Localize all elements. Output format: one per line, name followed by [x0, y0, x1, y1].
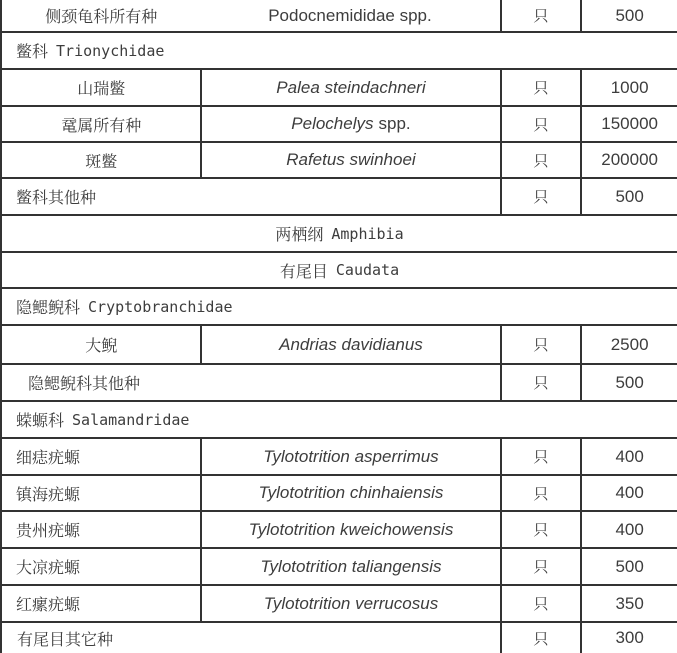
unit-cell: 只 [500, 476, 581, 510]
table-row [2, 474, 677, 510]
quota-value-cell: 350 [580, 586, 677, 621]
unit-cell: 只 [500, 549, 581, 584]
quota-value-cell: 300 [580, 623, 677, 653]
header-latin-text: Cryptobranchidae [88, 297, 233, 316]
latin-name-italic: Palea steindachneri [276, 77, 426, 97]
latin-name-cell [200, 0, 499, 31]
table-row [2, 251, 677, 287]
cn-name-cell: 大鲵 [85, 338, 118, 355]
latin-name-cell [200, 143, 499, 177]
cn-name-cell: 大凉疣螈 [16, 560, 81, 577]
cn-name-cell: 鼋属所有种 [61, 117, 142, 135]
cn-name-cell-merged: 隐鳃鲵科其他种 [28, 376, 141, 393]
quota-value-cell: 500 [580, 0, 677, 31]
unit-cell: 只 [500, 0, 581, 31]
cn-name-cell: 贵州疣螈 [16, 523, 81, 540]
cn-name-cell: 山瑞鳖 [77, 81, 126, 98]
unit-cell: 只 [500, 326, 581, 363]
cn-name-cell: 镇海疣螈 [16, 486, 81, 504]
quota-value-cell: 400 [580, 512, 677, 547]
header-latin-text: Trionychidae [56, 41, 165, 60]
table-row [2, 510, 677, 547]
unit-cell: 只 [500, 623, 581, 653]
latin-name-italic: Tylototrition chinhaiensis [258, 483, 444, 502]
latin-name-italic: Andrias davidianus [279, 334, 423, 354]
cn-name-cell: 细痣疣螈 [16, 450, 81, 467]
group-header-cell [2, 216, 677, 251]
cn-name-cell: 红瘰疣螈 [16, 597, 81, 614]
header-latin-text: Amphibia [331, 224, 404, 243]
latin-name-cell [200, 476, 499, 510]
header-latin-text: Salamandridae [72, 410, 190, 429]
latin-name-cell [200, 107, 499, 141]
unit-cell: 只 [500, 439, 581, 474]
quota-value-cell: 2500 [580, 326, 677, 363]
table-row [2, 31, 677, 68]
unit-cell: 只 [500, 512, 581, 547]
latin-name-italic: Tylototrition verrucosus [263, 593, 439, 613]
latin-name-cell [200, 326, 499, 363]
table-row [2, 287, 677, 324]
latin-name-plain: spp. [378, 114, 411, 133]
table-row [2, 177, 677, 214]
cn-name-cell-merged: 有尾目其它种 [17, 631, 114, 649]
latin-name-cell [200, 70, 499, 105]
unit-cell: 只 [500, 179, 581, 214]
latin-name-cell [200, 549, 499, 584]
header-chinese-text: 有尾目 [279, 263, 328, 281]
table-row [2, 0, 677, 31]
latin-name-cell [200, 439, 499, 474]
table-row [2, 68, 677, 105]
table-row [2, 105, 677, 141]
cn-name-cell: 斑鳖 [85, 153, 118, 171]
latin-name-italic: Pelochelys [291, 114, 374, 133]
cn-name-cell-merged: 鳖科其他种 [16, 190, 97, 207]
latin-name-italic: Tylototrition kweichowensis [248, 519, 454, 539]
table-row [2, 621, 677, 653]
unit-cell: 只 [500, 143, 581, 177]
quota-value-cell: 200000 [580, 143, 677, 177]
quota-value-cell: 500 [580, 549, 677, 584]
table-row [2, 547, 677, 584]
quota-value-cell: 150000 [580, 107, 677, 141]
latin-name-cell [200, 586, 499, 621]
quota-value-cell: 500 [580, 365, 677, 400]
header-chinese-text: 鳖科 [16, 44, 49, 61]
table-row [2, 363, 677, 400]
table-row [2, 141, 677, 177]
header-chinese-text: 蝾螈科 [16, 413, 65, 430]
latin-name-italic: Tylototrition asperrimus [263, 446, 439, 466]
latin-name-cell [200, 512, 499, 547]
cn-name-cell: 侧颈龟科所有种 [45, 9, 158, 26]
table-row [2, 400, 677, 437]
latin-name-italic: Tylototrition taliangensis [260, 556, 442, 576]
table-row [2, 437, 677, 474]
quota-value-cell: 400 [580, 439, 677, 474]
table-row [2, 584, 677, 621]
header-chinese-text: 两栖纲 [275, 227, 324, 244]
unit-cell: 只 [500, 70, 581, 105]
unit-cell: 只 [500, 586, 581, 621]
header-chinese-text: 隐鳃鲵科 [16, 300, 81, 317]
unit-cell: 只 [500, 365, 581, 400]
quota-value-cell: 1000 [580, 70, 677, 105]
unit-cell: 只 [500, 107, 581, 141]
header-latin-text: Caudata [335, 261, 400, 279]
table-row [2, 324, 677, 363]
family-header-cell [2, 33, 677, 68]
family-header-cell [2, 289, 677, 324]
family-header-cell [2, 402, 677, 437]
latin-name-italic: Rafetus swinhoei [286, 150, 416, 169]
quota-value-cell: 500 [580, 179, 677, 214]
latin-name-plain: Podocnemididae spp. [268, 5, 432, 25]
group-header-cell [2, 253, 677, 287]
quota-value-cell: 400 [580, 476, 677, 510]
table-row [2, 214, 677, 251]
